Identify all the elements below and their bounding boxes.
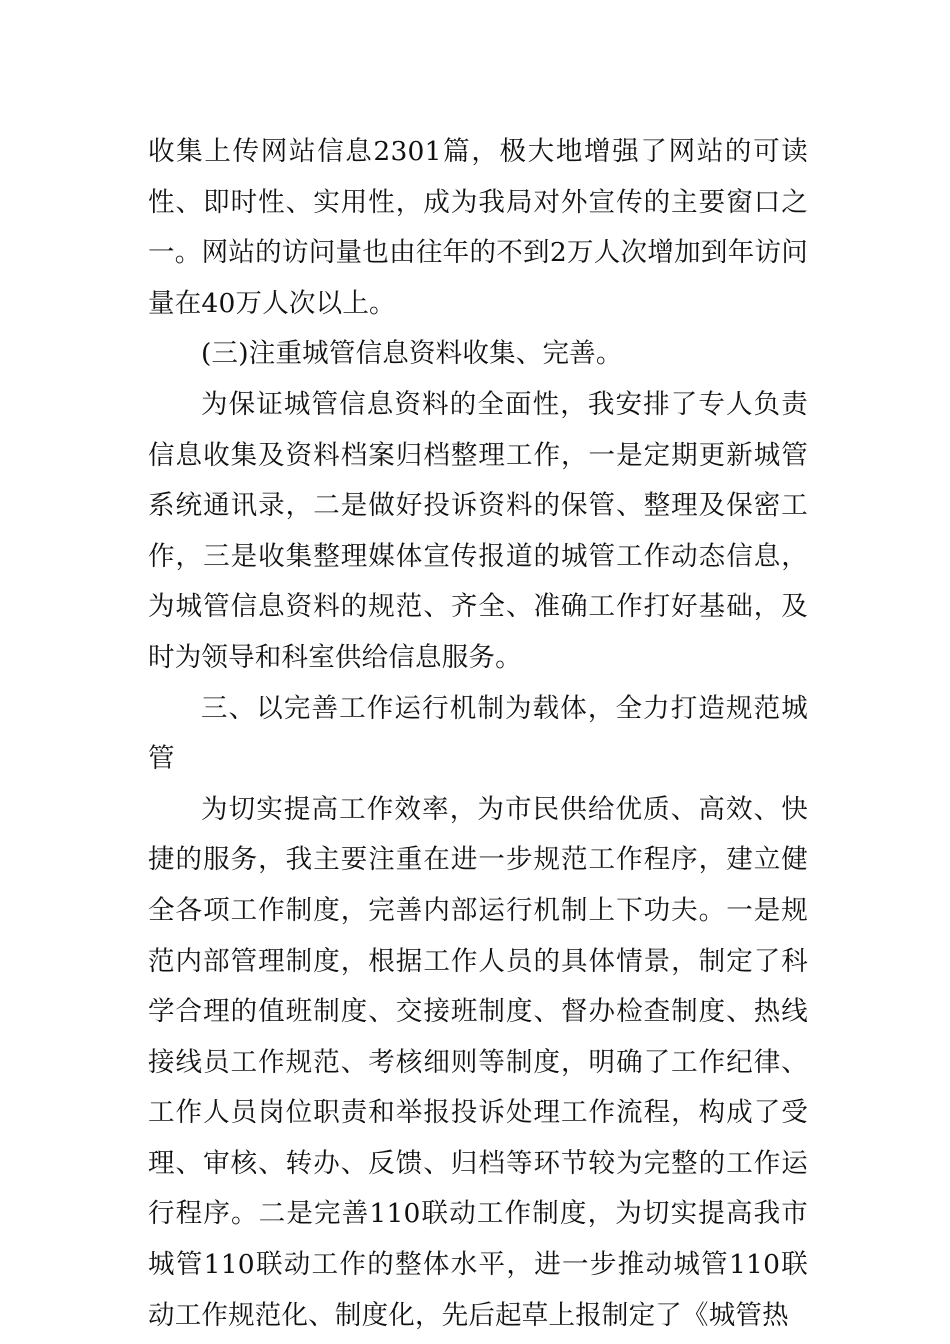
document-body [148,127,808,1341]
section-heading-work-mechanism: 三、以完善工作运行机制为载体，全力打造规范城管 [148,692,808,775]
paragraph-info-collection: 为保证城管信息资料的全面性，我安排了专人负责信息收集及资料档案归档整理工作，一是定期更新城管系统通讯录，二是做好投诉资料的保管、整理及保密工作，三是收集整理媒体宣传报道的城管工作动态信息，为城管信息资料的规范、齐全、准确工作打好基础，及时为领导和科室供给信息服务。 [148,388,808,673]
section-heading-info-collection: (三)注重城管信息资料收集、完善。 [201,338,623,370]
paragraph-website-stats: 收集上传网站信息2301篇，极大地增强了网站的可读性、即时性、实用性，成为我局对外宣传的主要窗口之一。网站的访问量也由往年的不到2万人次增加到年访问量在40万人次以上。 [148,136,808,319]
paragraph-work-mechanism: 为切实提高工作效率，为市民供给优质、高效、快捷的服务，我主要注重在进一步规范工作程序，建立健全各项工作制度，完善内部运行机制上下功夫。一是规范内部管理制度，根据工作人员的具体情景，制定了科学合理的值班制度、交接班制度、督办检查制度、热线接线员工作规范、考核细则等制度，明确了工作纪律、工作人员岗位职责和举报投诉处理工作流程，构成了受理、审核、转办、反馈、归档等环节较为完整的工作运行程序。二是完善110联动工作制度，为切实提高我市城管110联动工作的整体水平，进一步推动城管110联动工作规范化、制度化，先后起草上报制定了《城管热 [148,793,808,1331]
